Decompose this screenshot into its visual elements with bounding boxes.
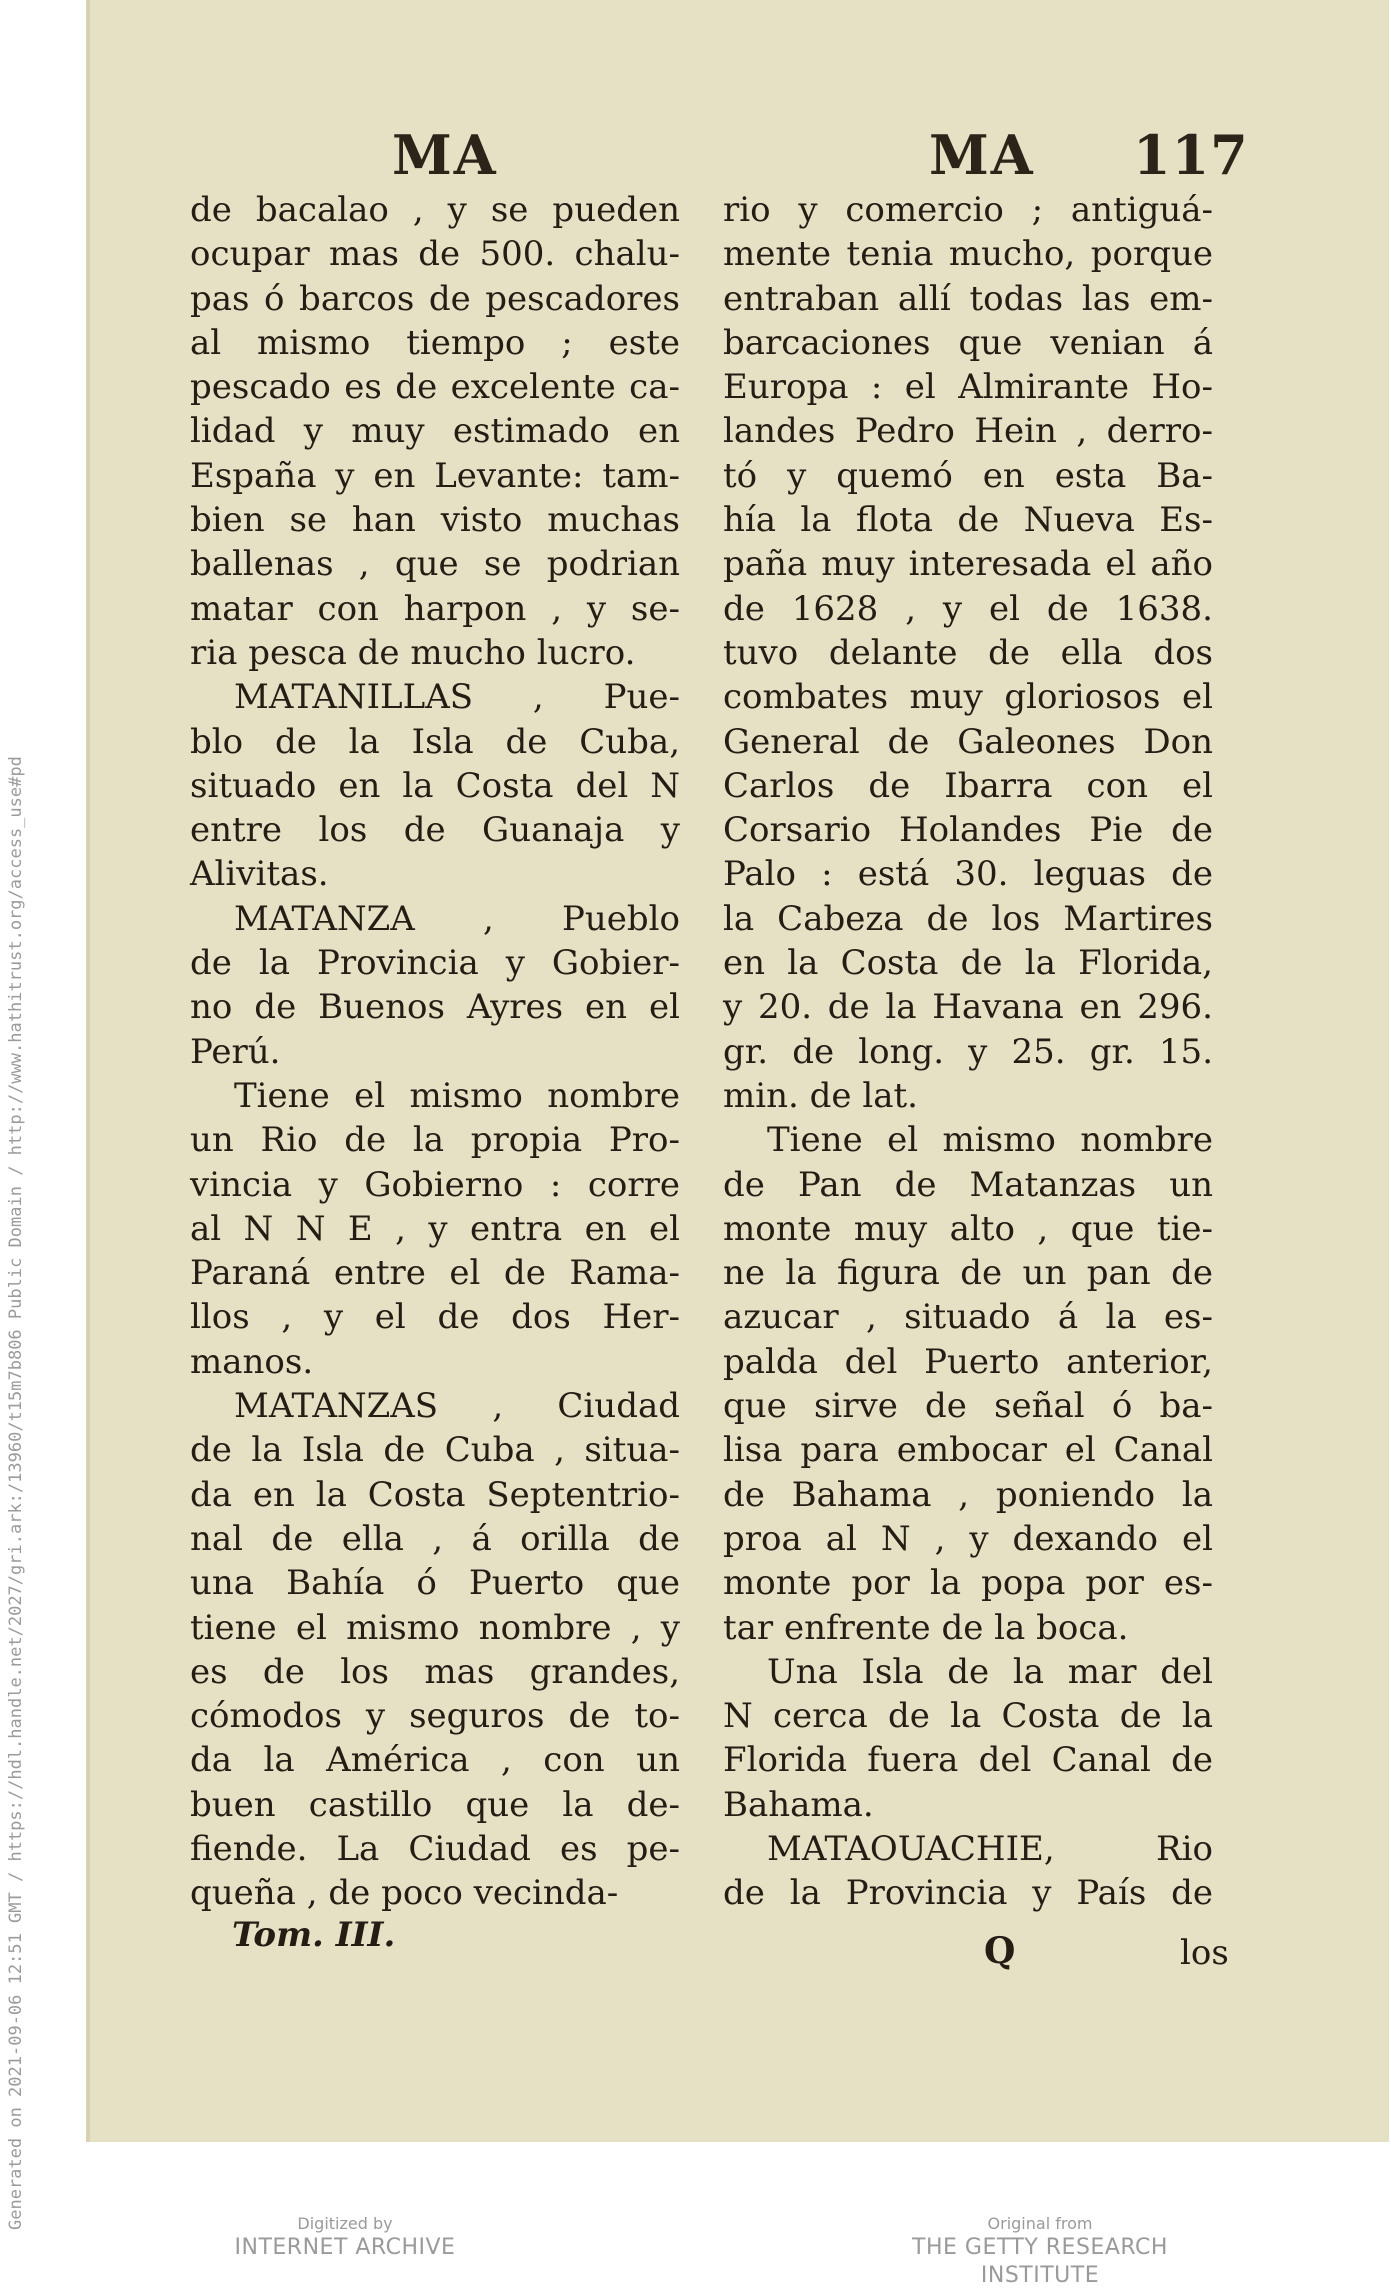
text-line-right: paña muy interesada el año	[723, 544, 1213, 585]
text-line-left: matar con harpon , y se-	[190, 588, 680, 629]
text-line-left: lidad y muy estimado en	[190, 411, 680, 452]
text-line-right: General de Galeones Don	[723, 721, 1213, 762]
text-column-right	[723, 188, 1213, 1916]
text-line-right: la Cabeza de los Martires	[723, 898, 1213, 939]
footer-digitized-label: Digitized by	[297, 2214, 393, 2233]
text-line-left: de bacalao , y se pueden	[190, 190, 680, 230]
page-gutter-edge	[86, 0, 90, 2142]
text-line-left: llos , y el de dos Her-	[190, 1297, 680, 1338]
text-line-right: tuvo delante de ella dos	[723, 632, 1213, 673]
text-line-right: y 20. de la Havana en 296.	[723, 987, 1213, 1028]
text-line-left: España y en Levante: tam-	[190, 455, 680, 496]
text-line-left: buen castillo que la de-	[190, 1784, 680, 1825]
running-head-left: MA	[392, 123, 498, 187]
text-line-right: de la Provincia y País de	[723, 1873, 1213, 1914]
text-line-left: pas ó barcos de pescadores	[190, 278, 680, 319]
text-line-right: palda del Puerto anterior,	[723, 1341, 1213, 1382]
text-line-right: Europa : el Almirante Ho-	[723, 367, 1213, 408]
text-line-right: N cerca de la Costa de la	[723, 1696, 1213, 1737]
text-line-left: al mismo tiempo ; este	[190, 322, 680, 363]
text-line-right: min. de lat.	[723, 1075, 918, 1116]
text-line-left: da en la Costa Septentrio-	[190, 1474, 680, 1515]
text-line-left: ocupar mas de 500. chalu-	[190, 234, 680, 275]
footer-original-label: Original from	[987, 2214, 1093, 2233]
text-line-right: de Pan de Matanzas un	[723, 1164, 1213, 1205]
text-line-left: bien se han visto muchas	[190, 500, 680, 541]
text-line-left: Alivitas.	[190, 854, 329, 895]
text-line-right: Florida fuera del Canal de	[723, 1740, 1213, 1781]
text-line-right: combates muy gloriosos el	[723, 677, 1213, 718]
text-line-left: es de los mas grandes,	[190, 1651, 680, 1692]
text-line-right: lisa para embocar el Canal	[723, 1430, 1213, 1471]
text-line-right: monte por la popa por es-	[723, 1563, 1213, 1604]
text-line-right: que sirve de señal ó ba-	[723, 1386, 1213, 1427]
side-note-text: Generated on 2021-09-06 12:51 GMT / https://hdl.handle.net/2027/gri.ark:/13960/t15m7b806 Public Domain / http://www.hathitrust.org/access_use#pd	[6, 756, 26, 2230]
text-line-left: tiene el mismo nombre , y	[190, 1607, 680, 1648]
volume-signature: Tom. III.	[232, 1915, 396, 1955]
text-line-right: gr. de long. y 25. gr. 15.	[723, 1031, 1213, 1072]
text-line-left: Tiene el mismo nombre	[234, 1075, 680, 1116]
text-line-right: tó y quemó en esta Ba-	[723, 455, 1213, 496]
text-line-right: rio y comercio ; antiguá-	[723, 190, 1213, 230]
text-line-left: entre los de Guanaja y	[190, 810, 680, 851]
text-line-left: MATANZA , Pueblo	[234, 898, 680, 939]
footer-getty-institute: THE GETTY RESEARCH INSTITUTE	[912, 2235, 1168, 2288]
text-line-left: no de Buenos Ayres en el	[190, 987, 680, 1028]
text-line-right: en la Costa de la Florida,	[723, 943, 1213, 984]
text-line-right: de Bahama , poniendo la	[723, 1474, 1213, 1515]
text-line-left: MATANZAS , Ciudad	[234, 1386, 680, 1427]
text-line-right: Carlos de Ibarra con el	[723, 765, 1213, 806]
text-line-right: Palo : está 30. leguas de	[723, 854, 1213, 895]
text-line-right: MATAOUACHIE, Rio	[767, 1828, 1213, 1869]
text-line-left: ballenas , que se podrian	[190, 544, 680, 585]
text-line-left: al N N E , y entra en el	[190, 1208, 680, 1249]
text-line-right: ne la figura de un pan de	[723, 1253, 1213, 1294]
text-line-left: cómodos y seguros de to-	[190, 1696, 680, 1737]
footer-internet-archive: INTERNET ARCHIVE	[234, 2235, 456, 2260]
text-line-right: Bahama.	[723, 1784, 874, 1825]
footer-digitized-by	[230, 2214, 460, 2262]
text-line-right: proa al N , y dexando el	[723, 1518, 1213, 1559]
text-line-right: tar enfrente de la boca.	[723, 1607, 1129, 1648]
text-column-left	[190, 188, 680, 1916]
text-line-left: blo de la Isla de Cuba,	[190, 721, 680, 762]
text-line-right: monte muy alto , que tie-	[723, 1208, 1213, 1249]
text-line-right: entraban allí todas las em-	[723, 278, 1213, 319]
signature-letter: Q	[984, 1930, 1016, 1972]
text-line-right: azucar , situado á la es-	[723, 1297, 1213, 1338]
text-line-left: pescado es de excelente ca-	[190, 367, 680, 408]
text-line-right: barcaciones que venian á	[723, 322, 1213, 363]
text-line-right: de 1628 , y el de 1638.	[723, 588, 1213, 629]
text-line-left: vincia y Gobierno : corre	[190, 1164, 680, 1205]
page-number: 117	[1133, 123, 1249, 187]
hathitrust-side-note	[0, 756, 60, 2230]
footer-original-from	[850, 2214, 1230, 2290]
text-line-right: Tiene el mismo nombre	[767, 1120, 1213, 1161]
text-line-left: MATANILLAS , Pue-	[234, 677, 680, 718]
text-line-left: una Bahía ó Puerto que	[190, 1563, 680, 1604]
text-line-left: un Rio de la propia Pro-	[190, 1120, 680, 1161]
text-line-left: da la América , con un	[190, 1740, 680, 1781]
text-line-left: Paraná entre el de Rama-	[190, 1253, 680, 1294]
text-line-right: Una Isla de la mar del	[767, 1651, 1213, 1692]
text-line-left: Perú.	[190, 1031, 281, 1072]
text-line-left: de la Provincia y Gobier-	[190, 943, 680, 984]
text-line-right: mente tenia mucho, porque	[723, 234, 1213, 275]
text-line-left: queña , de poco vecinda-	[190, 1873, 619, 1914]
text-line-left: situado en la Costa del N	[190, 765, 680, 806]
text-line-left: nal de ella , á orilla de	[190, 1518, 680, 1559]
text-line-left: de la Isla de Cuba , situa-	[190, 1430, 680, 1471]
text-line-left: manos.	[190, 1341, 314, 1382]
text-line-right: Corsario Holandes Pie de	[723, 810, 1213, 851]
running-head-right: MA	[929, 123, 1035, 187]
text-line-left: ria pesca de mucho lucro.	[190, 632, 636, 673]
text-line-right: landes Pedro Hein , derro-	[723, 411, 1213, 452]
catchword: los	[1180, 1933, 1229, 1973]
text-line-left: fiende. La Ciudad es pe-	[190, 1828, 680, 1869]
text-line-right: hía la flota de Nueva Es-	[723, 500, 1213, 541]
